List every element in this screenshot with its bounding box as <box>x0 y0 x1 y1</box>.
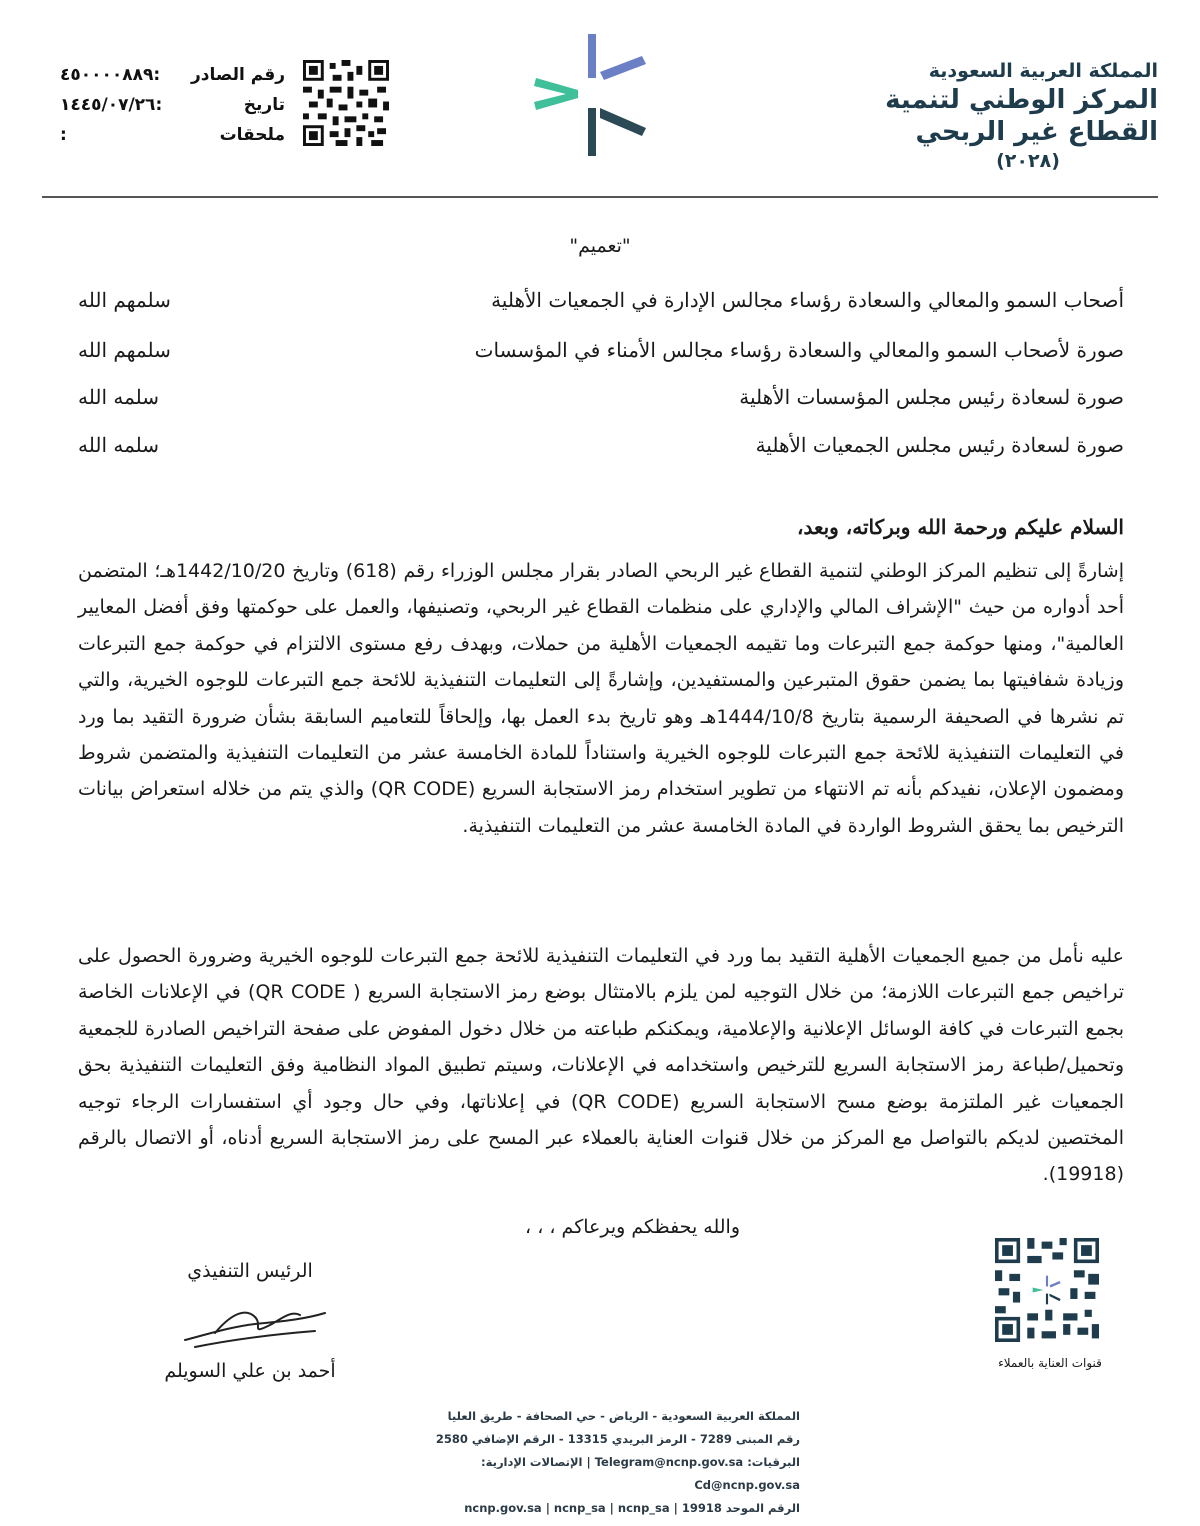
footer-building: رقم المبنى 7289 - الرمز البريدي 13315 - الرقم الإضافي 2580 <box>435 1432 800 1446</box>
footer-social: الرقم الموحد 19918 | ncnp.gov.sa | ncnp_sa | ncnp_sa <box>464 1501 800 1515</box>
addressee-text: صورة لأصحاب السمو والمعالي والسعادة رؤساء مجالس الأمناء في المؤسسات <box>474 338 1124 362</box>
addressee-greeting: سلمهم الله <box>78 338 171 362</box>
ref-attachments-row <box>60 120 285 150</box>
customer-care-label: قنوات العناية بالعملاء <box>998 1356 1102 1370</box>
handwritten-signature <box>175 1295 335 1355</box>
ref-date-value: :١٤٤٥/٠٧/٢٦ <box>60 95 163 115</box>
org-name-line1: المركز الوطني لتنمية <box>885 85 1158 115</box>
letter-footer <box>400 1405 800 1520</box>
closing-line: والله يحفظكم ويرعاكم ، ، ، <box>525 1216 740 1238</box>
addressee-line <box>78 385 1124 409</box>
reference-qr-code-icon <box>303 60 389 146</box>
ref-attachments-label: ملحقات <box>219 125 285 145</box>
footer-contacts: البرقيات: Telegram@ncnp.gov.sa | الإتصالات الإدارية: Cd@ncnp.gov.sa <box>481 1455 800 1492</box>
addressee-line <box>78 288 1124 312</box>
salutation: السلام عليكم ورحمة الله وبركاته، وبعد، <box>797 515 1124 539</box>
customer-care-qr-code-icon <box>995 1238 1099 1342</box>
ref-number-row <box>60 60 285 90</box>
org-name-line2: القطاع غير الربحي <box>915 117 1158 147</box>
ref-date-row <box>60 90 285 120</box>
organization-name <box>858 58 1158 174</box>
signatory-title: الرئيس التنفيذي <box>187 1260 313 1282</box>
addressee-text: صورة لسعادة رئيس مجلس المؤسسات الأهلية <box>739 385 1124 409</box>
addressee-line <box>78 433 1124 457</box>
ref-number-label: رقم الصادر <box>190 65 285 85</box>
addressee-greeting: سلمه الله <box>78 433 160 457</box>
addressee-text: أصحاب السمو والمعالي والسعادة رؤساء مجالس الإدارة في الجمعيات الأهلية <box>491 288 1124 312</box>
letter-subject: "تعميم" <box>569 235 631 257</box>
addressee-line <box>78 338 1124 362</box>
body-paragraph-2: عليه نأمل من جميع الجمعيات الأهلية التقيد بما ورد في التعليمات التنفيذية للائحة جمع التبرعات للوجوه الخيرية وضرورة الحصول على تراخيص جمع التبرعات اللازمة؛ من خلال التوجيه لمن يلزم بالامتثال بوضع رمز الاستجابة السريع ( QR CODE) في الإعلانات الخاصة بجمع التبرعات في كافة الوسائل الإعلانية والإعلامية، ويمكنكم طباعته من خلال دخول المفوض على صفحة التراخيص الصادرة للجمعية وتحميل/طباعة رمز الاستجابة السريع للترخيص واستخدامه في الإعلانات، وسيتم تطبيق المواد النظامية وفق التعليمات التنفيذية بحق الجمعيات غير الملتزمة بوضع مسح الاستجابة السريع (QR CODE) في إعلاناتها، وفي حال وجود أي استفسارات الرجاء توجيه المختصين لديكم بالتواصل مع المركز من خلال قنوات العناية بالعملاء عبر المسح على رمز الاستجابة السريع أدناه، أو الاتصال بالرقم (19918). <box>78 945 1124 1186</box>
signatory-name: أحمد بن علي السويلم <box>164 1360 336 1382</box>
org-code: (٢٠٢٨) <box>996 150 1060 172</box>
addressee-greeting: سلمه الله <box>78 385 160 409</box>
addressee-greeting: سلمهم الله <box>78 288 171 312</box>
ncnp-logo-icon <box>530 28 650 160</box>
ref-date-label: تاريخ <box>243 95 285 115</box>
ref-number-value: :٤٥٠٠٠٠٨٨٩ <box>60 65 161 85</box>
header-divider <box>42 196 1158 198</box>
reference-info <box>60 60 285 150</box>
addressee-text: صورة لسعادة رئيس مجلس الجمعيات الأهلية <box>755 433 1124 457</box>
body-paragraph-1: إشارةً إلى تنظيم المركز الوطني لتنمية القطاع غير الربحي الصادر بقرار مجلس الوزراء رقم (618) وتاريخ 1442/10/20هـ؛ المتضمن أحد أدواره من حيث "الإشراف المالي والإداري على منظمات القطاع غير الربحي، وتصنيفها، والعمل على حوكمتها وفق أفضل المعايير العالمية"، ومنها حوكمة جمع التبرعات وما تقيمه الجمعيات الأهلية من حملات، وبهدف رفع مستوى الالتزام في حوكمة جمع التبرعات وزيادة شفافيتها بما يضمن حقوق المتبرعين والمستفيدين، وإشارةً إلى التعليمات التنفيذية للائحة جمع التبرعات للوجوه الخيرية، والتي تم نشرها في الصحيفة الرسمية بتاريخ 1444/10/8هـ وهو تاريخ بدء العمل بها، وإلحاقاً للتعاميم السابقة بشأن ضرورة التقيد بما ورد في التعليمات التنفيذية للائحة جمع التبرعات للوجوه الخيرية واستناداً للمادة الخامسة عشر من التعليمات التنفيذية والمتضمن شروط ومضمون الإعلان، نفيدكم بأنه تم الانتهاء من تطوير استخدام رمز الاستجابة السريع (QR CODE) والذي يتم من خلاله استعراض بيانات الترخيص بما يحقق الشروط الواردة في المادة الخامسة عشر من التعليمات التنفيذية. <box>78 560 1124 837</box>
ref-attachments-value: : <box>60 125 68 145</box>
footer-address: المملكة العربية السعودية - الرياض - حي الصحافة - طريق العليا <box>447 1409 800 1423</box>
org-country: المملكة العربية السعودية <box>928 60 1158 82</box>
